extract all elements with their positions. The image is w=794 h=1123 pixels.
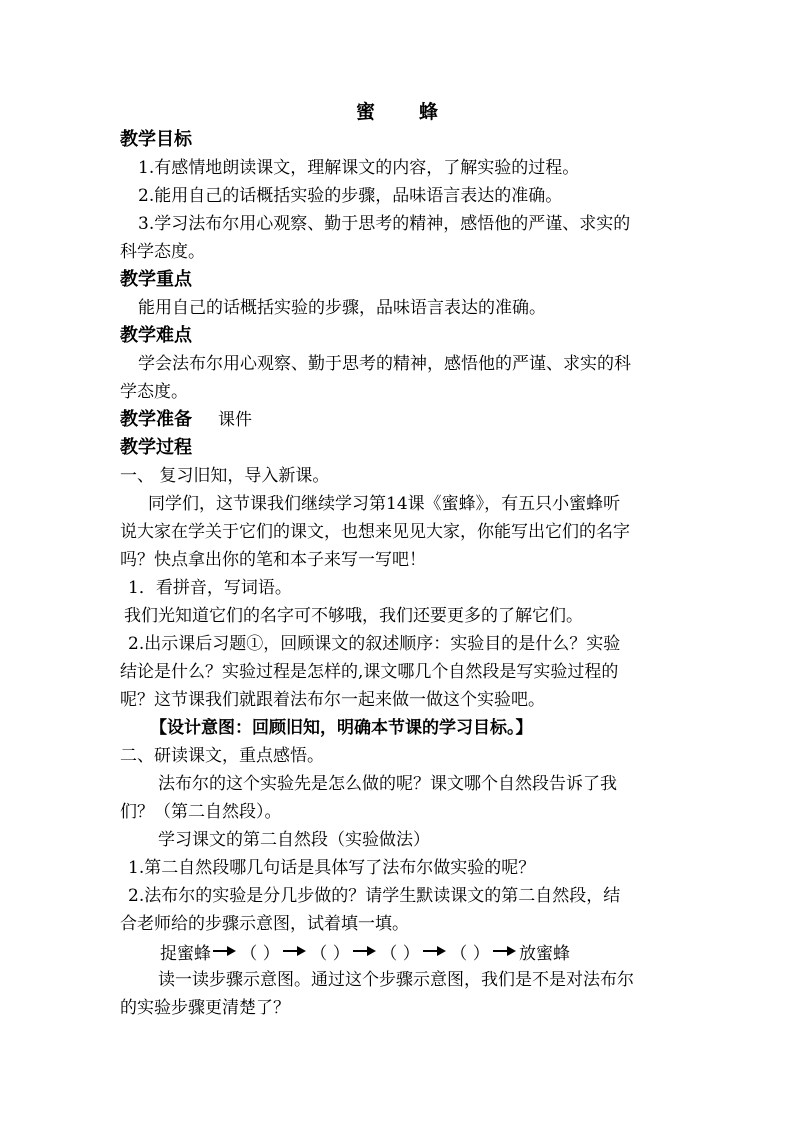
page-title (0, 100, 794, 124)
flow-start: 捉蜜蜂 (160, 943, 211, 964)
part2-title: 二、研读课文，重点感悟。 (120, 746, 324, 766)
difficulties-line-1: 学会法布尔用心观察、勤于思考的精神，感悟他的严谨、求实的科 (138, 354, 631, 374)
objective-item-2: 2.能用自己的话概括实验的步骤，品味语言表达的准确。 (138, 186, 563, 206)
flow-end: 放蜜蜂 (519, 943, 570, 964)
objective-item-3: 3.学习法布尔用心观察、勤于思考的精神，感悟他的严谨、求实的 (138, 214, 631, 234)
part2-q2-line-1: 2.法布尔的实验是分几步做的？请学生默读课文的第二自然段，结 (128, 886, 621, 906)
preparation-row (120, 410, 680, 430)
arrow-icon (213, 944, 237, 958)
part1-step2-line-1: 2.出示课后习题①，回顾课文的叙述顺序：实验目的是什么？实验 (128, 634, 621, 654)
part1-step2-line-3: 呢？这节课我们就跟着法布尔一起来做一做这个实验吧。 (120, 690, 545, 710)
part1-step1: 1．看拼音，写词语。 (128, 578, 292, 598)
arrow-icon (283, 944, 307, 958)
flow-blank-1: （ ） (240, 943, 280, 964)
difficulties-heading: 教学难点 (120, 325, 192, 346)
part2-closing-line-1: 读一读步骤示意图。通过这个步骤示意图，我们是不是对法布尔 (158, 970, 634, 990)
difficulties-line-2: 学态度。 (120, 382, 188, 402)
part1-step1-note: 我们光知道它们的名字可不够哦，我们还要更多的了解它们。 (124, 606, 583, 626)
part1-title: 一、 复习旧知，导入新课。 (120, 466, 330, 486)
part1-intro-line-1: 同学们，这节课我们继续学习第14课《蜜蜂》，有五只小蜜蜂听 (148, 494, 621, 514)
flow-blank-2: （ ） (310, 943, 350, 964)
arrow-icon (353, 944, 377, 958)
step-flow-diagram (160, 940, 570, 962)
arrow-icon (423, 944, 447, 958)
objectives-heading: 教学目标 (120, 129, 192, 150)
objective-item-1: 1.有感情地朗读课文，理解课文的内容，了解实验的过程。 (138, 158, 580, 178)
part2-q1: 1.第二自然段哪几句话是具体写了法布尔做实验的呢？ (128, 858, 536, 878)
title-char-2: 蜂 (419, 101, 439, 123)
key-points-text: 能用自己的话概括实验的步骤，品味语言表达的准确。 (138, 298, 546, 318)
part1-intro-line-3: 吗？快点拿出你的笔和本子来写一写吧！ (120, 550, 426, 570)
part2-subtitle: 学习课文的第二自然段（实验做法） (158, 830, 430, 850)
title-char-1: 蜜 (355, 101, 375, 123)
part2-question-line-1: 法布尔的这个实验先是怎么做的呢？课文哪个自然段告诉了我 (158, 774, 617, 794)
flow-blank-3: （ ） (380, 943, 420, 964)
preparation-heading: 教学准备 (120, 409, 192, 430)
part2-q2-line-2: 合老师给的步骤示意图，试着填一填。 (120, 914, 409, 934)
objective-item-3-cont: 科学态度。 (120, 242, 205, 262)
key-points-heading: 教学重点 (120, 269, 192, 290)
design-intent-note: 【设计意图：回顾旧知，明确本节课的学习目标。】 (150, 718, 533, 738)
part1-step2-line-2: 结论是什么？实验过程是怎样的,课文哪几个自然段是写实验过程的 (120, 662, 619, 682)
part2-question-line-2: 们？（第二自然段）。 (120, 802, 282, 822)
arrow-icon (493, 944, 517, 958)
flow-blank-4: （ ） (450, 943, 490, 964)
part2-closing-line-2: 的实验步骤更清楚了？ (120, 998, 290, 1018)
part1-intro-line-2: 说大家在学关于它们的课文，也想来见见大家，你能写出它们的名字 (120, 522, 630, 542)
preparation-value: 课件 (218, 410, 252, 430)
process-heading: 教学过程 (120, 437, 192, 458)
